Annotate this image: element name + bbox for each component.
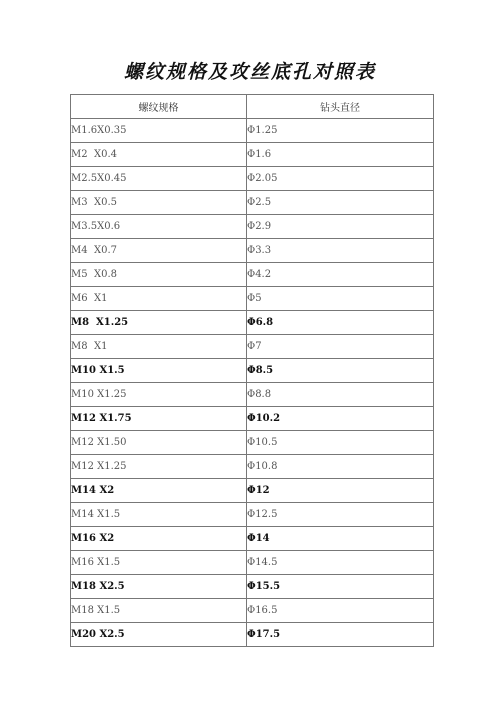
- table-row: [71, 167, 434, 191]
- drill-diameter-cell: Φ8.8: [247, 383, 434, 407]
- drill-diameter-cell: Φ16.5: [247, 599, 434, 623]
- drill-diameter-cell: Φ6.8: [247, 311, 434, 335]
- table-body: [71, 119, 434, 647]
- drill-diameter-cell: Φ4.2: [247, 263, 434, 287]
- table-row: [71, 599, 434, 623]
- table-row: [71, 191, 434, 215]
- drill-diameter-cell: Φ2.9: [247, 215, 434, 239]
- thread-drill-table: [70, 94, 434, 647]
- header-drill-diameter: 钻头直径: [247, 95, 434, 119]
- thread-spec-cell: M8 X1.25: [71, 311, 247, 335]
- thread-spec-cell: M16 X2: [71, 527, 247, 551]
- thread-spec-cell: M12 X1.25: [71, 455, 247, 479]
- table-row: [71, 455, 434, 479]
- thread-spec-cell: M3 X0.5: [71, 191, 247, 215]
- table-row: [71, 623, 434, 647]
- table-row: [71, 215, 434, 239]
- drill-diameter-cell: Φ2.05: [247, 167, 434, 191]
- thread-spec-cell: M16 X1.5: [71, 551, 247, 575]
- table-row: [71, 503, 434, 527]
- table-header-row: [71, 95, 434, 119]
- drill-diameter-cell: Φ12.5: [247, 503, 434, 527]
- table-row: [71, 143, 434, 167]
- thread-spec-cell: M18 X2.5: [71, 575, 247, 599]
- drill-diameter-cell: Φ8.5: [247, 359, 434, 383]
- table-row: [71, 119, 434, 143]
- thread-spec-cell: M12 X1.50: [71, 431, 247, 455]
- thread-spec-cell: M3.5X0.6: [71, 215, 247, 239]
- drill-diameter-cell: Φ1.6: [247, 143, 434, 167]
- drill-diameter-cell: Φ12: [247, 479, 434, 503]
- table-row: [71, 383, 434, 407]
- drill-diameter-cell: Φ17.5: [247, 623, 434, 647]
- thread-spec-cell: M12 X1.75: [71, 407, 247, 431]
- thread-spec-cell: M6 X1: [71, 287, 247, 311]
- table-row: [71, 239, 434, 263]
- page-title: 螺纹规格及攻丝底孔对照表: [123, 61, 376, 83]
- drill-diameter-cell: Φ5: [247, 287, 434, 311]
- thread-spec-cell: M1.6X0.35: [71, 119, 247, 143]
- table-row: [71, 431, 434, 455]
- thread-spec-cell: M8 X1: [71, 335, 247, 359]
- drill-diameter-cell: Φ10.8: [247, 455, 434, 479]
- thread-spec-cell: M14 X1.5: [71, 503, 247, 527]
- table-row: [71, 551, 434, 575]
- table-row: [71, 263, 434, 287]
- thread-spec-cell: M4 X0.7: [71, 239, 247, 263]
- thread-spec-cell: M10 X1.5: [71, 359, 247, 383]
- drill-diameter-cell: Φ10.2: [247, 407, 434, 431]
- table-row: [71, 407, 434, 431]
- thread-spec-cell: M5 X0.8: [71, 263, 247, 287]
- table-row: [71, 311, 434, 335]
- drill-diameter-cell: Φ15.5: [247, 575, 434, 599]
- thread-spec-cell: M2 X0.4: [71, 143, 247, 167]
- thread-spec-cell: M20 X2.5: [71, 623, 247, 647]
- drill-diameter-cell: Φ2.5: [247, 191, 434, 215]
- table-row: [71, 479, 434, 503]
- table-row: [71, 527, 434, 551]
- thread-spec-cell: M2.5X0.45: [71, 167, 247, 191]
- thread-spec-cell: M18 X1.5: [71, 599, 247, 623]
- drill-diameter-cell: Φ14.5: [247, 551, 434, 575]
- table-row: [71, 287, 434, 311]
- table-row: [71, 335, 434, 359]
- drill-diameter-cell: Φ10.5: [247, 431, 434, 455]
- drill-diameter-cell: Φ14: [247, 527, 434, 551]
- drill-diameter-cell: Φ1.25: [247, 119, 434, 143]
- thread-spec-cell: M14 X2: [71, 479, 247, 503]
- table-row: [71, 575, 434, 599]
- drill-diameter-cell: Φ3.3: [247, 239, 434, 263]
- drill-diameter-cell: Φ7: [247, 335, 434, 359]
- thread-spec-cell: M10 X1.25: [71, 383, 247, 407]
- header-thread-spec: 螺纹规格: [71, 95, 247, 119]
- table-row: [71, 359, 434, 383]
